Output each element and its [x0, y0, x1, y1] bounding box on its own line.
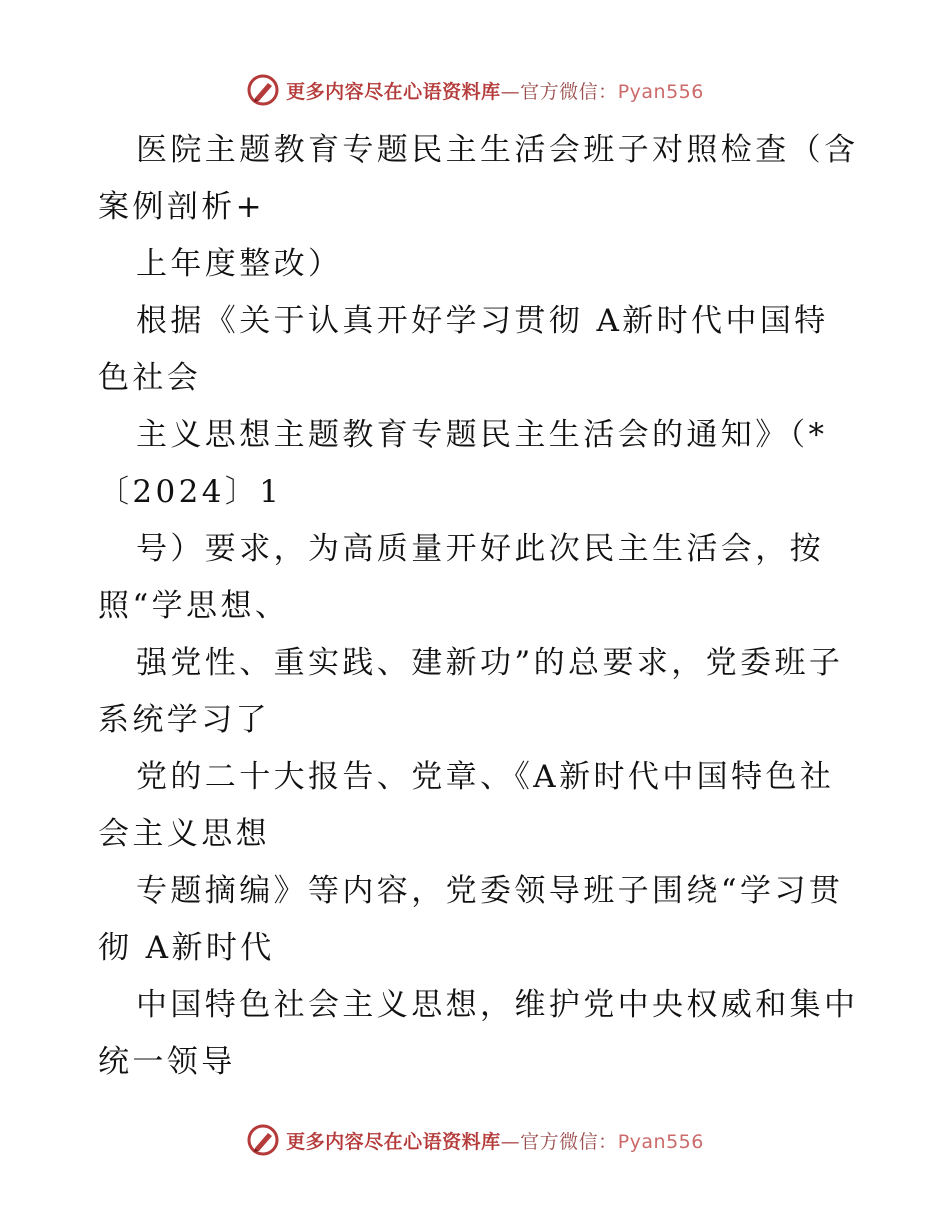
footer-banner: [0, 1120, 950, 1160]
header-banner-title: 更多内容尽在心语资料库: [286, 80, 501, 103]
pen-logo-icon: [246, 1123, 280, 1157]
body-line: 会主义思想: [98, 816, 270, 852]
footer-banner-text: [286, 1127, 704, 1154]
body-line: 统一领导: [98, 1044, 236, 1080]
body-line: 医院主题教育专题民主生活会班子对照检查（含: [136, 132, 859, 168]
header-banner: [0, 70, 950, 110]
header-banner-text: [286, 77, 704, 104]
body-line: 强党性、重实践、建新功”的总要求，党委班子: [136, 645, 844, 681]
footer-banner-account: Pyan556: [617, 1130, 704, 1153]
body-line: 彻 A新时代: [98, 930, 275, 966]
body-line: 中国特色社会主义思想，维护党中央权威和集中: [136, 987, 859, 1023]
footer-banner-wechat-label: 官方微信：: [520, 1130, 618, 1153]
body-line: 党的二十大报告、党章、《A新时代中国特色社: [136, 759, 835, 795]
body-line: 〔2024〕1: [98, 474, 283, 510]
body-line: 根据《关于认真开好学习贯彻 A新时代中国特: [136, 303, 829, 339]
document-body: [98, 122, 868, 1091]
body-line: 主义思想主题教育专题民主生活会的通知》（*: [136, 417, 828, 453]
body-line: 系统学习了: [98, 702, 270, 738]
footer-banner-separator: —: [500, 1130, 521, 1153]
footer-banner-title: 更多内容尽在心语资料库: [286, 1130, 501, 1153]
body-line: 案例剖析+: [98, 189, 265, 225]
footer-banner-inner: [246, 1123, 704, 1157]
body-line: 专题摘编》等内容，党委领导班子围绕“学习贯: [136, 873, 844, 909]
body-line: 上年度整改）: [136, 246, 343, 282]
header-banner-inner: [246, 73, 704, 107]
body-line: 色社会: [98, 360, 202, 396]
pen-logo-icon: [246, 73, 280, 107]
body-line: 号）要求，为高质量开好此次民主生活会，按: [136, 531, 824, 567]
body-line: 照“学思想、: [98, 588, 290, 624]
header-banner-separator: —: [500, 80, 521, 103]
header-banner-wechat-label: 官方微信：: [520, 80, 618, 103]
header-banner-account: Pyan556: [617, 80, 704, 103]
